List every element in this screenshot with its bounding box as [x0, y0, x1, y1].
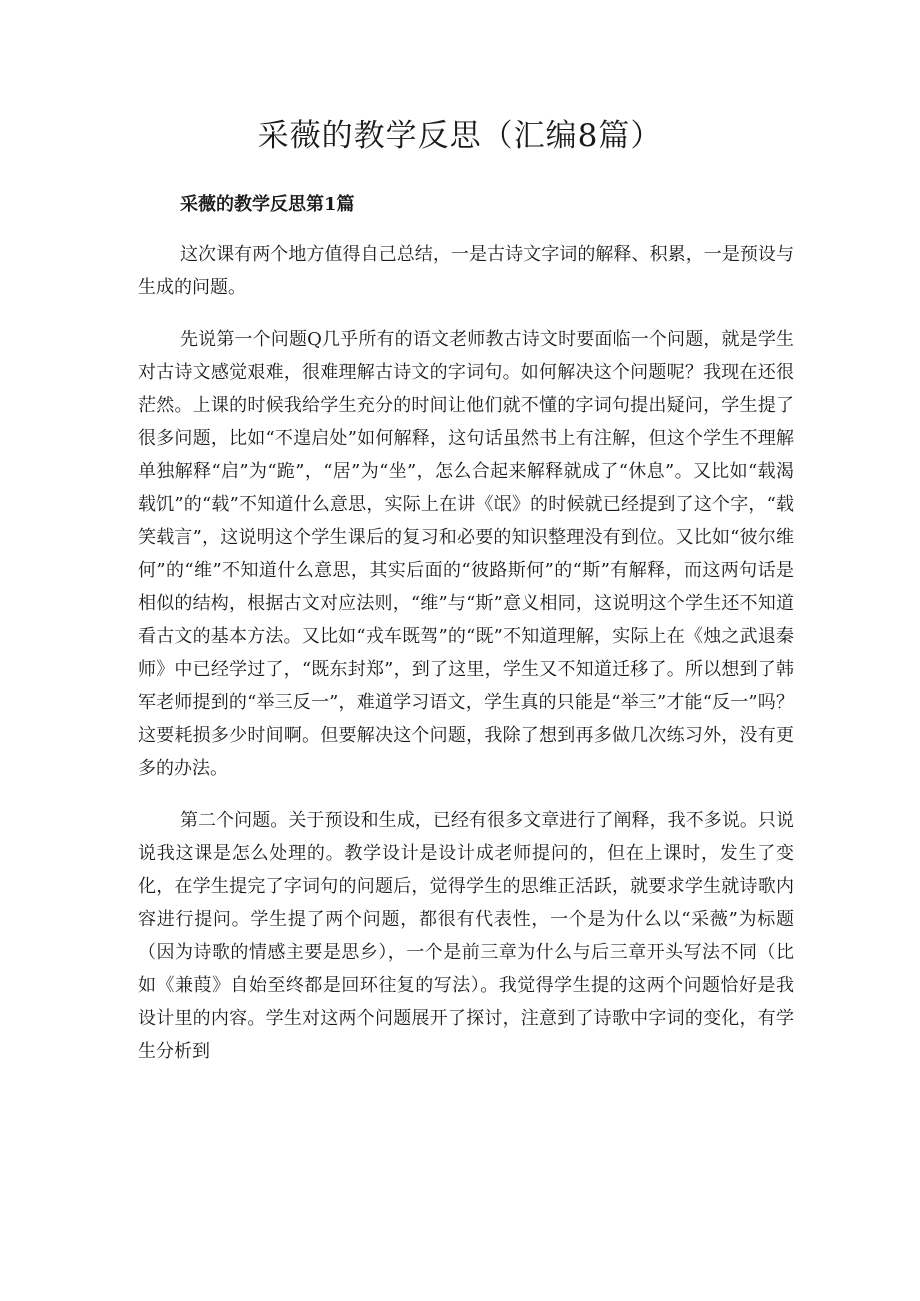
paragraph-3: 第二个问题。关于预设和生成，已经有很多文章进行了阐释，我不多说。只说说我这课是怎么处理的。教学设计是设计成老师提问的，但在上课时，发生了变化，在学生提完了字词句的问题后，觉得学生的思维正活跃，就要求学生就诗歌内容进行提问。学生提了两个问题，都很有代表性，一个是为什么以“采薇”为标题（因为诗歌的情感主要是思乡），一个是前三章为什么与后三章开头写法不同（比如《兼葭》自始至终都是回环往复的写法）。我觉得学生提的这两个问题恰好是我设计里的内容。学生对这两个问题展开了探讨，注意到了诗歌中字词的变化，有学生分析到	[138, 810, 794, 1062]
document-body	[138, 238, 794, 1087]
document-title: 采薇的教学反思（汇编8篇）	[257, 118, 663, 154]
paragraph-1: 这次课有两个地方值得自己总结，一是古诗文字词的解释、积累，一是预设与生成的问题。	[138, 244, 794, 298]
section-heading: 采薇的教学反思第1篇	[180, 194, 355, 215]
paragraph-2: 先说第一个问题Q几乎所有的语文老师教古诗文时要面临一个问题，就是学生对古诗文感觉艰难，很难理解古诗文的字词句。如何解决这个问题呢？我现在还很茫然。上课的时候我给学生充分的时间让他们就不懂的字词句提出疑问，学生提了很多问题，比如“不遑启处”如何解释，这句话虽然书上有注解，但这个学生不理解单独解释“启”为“跪”，“居”为“坐”，怎么合起来解释就成了“休息”。又比如“载渴载饥”的“载”不知道什么意思，实际上在讲《氓》的时候就已经提到了这个字，“载笑载言”，这说明这个学生课后的复习和必要的知识整理没有到位。又比如“彼尔维何”的“维”不知道什么意思，其实后面的“彼路斯何”的“斯”有解释，而这两句话是相似的结构，根据古文对应法则，“维”与“斯”意义相同，这说明这个学生还不知道看古文的基本方法。又比如“戎车既驾”的“既”不知道理解，实际上在《烛之武退秦师》中已经学过了，“既东封郑”，到了这里，学生又不知道迁移了。所以想到了韩军老师提到的“举三反一”，难道学习语文，学生真的只能是“举三”才能“反一”吗？这要耗损多少时间啊。但要解决这个问题，我除了想到再多做几次练习外，没有更多的办法。	[138, 329, 794, 779]
